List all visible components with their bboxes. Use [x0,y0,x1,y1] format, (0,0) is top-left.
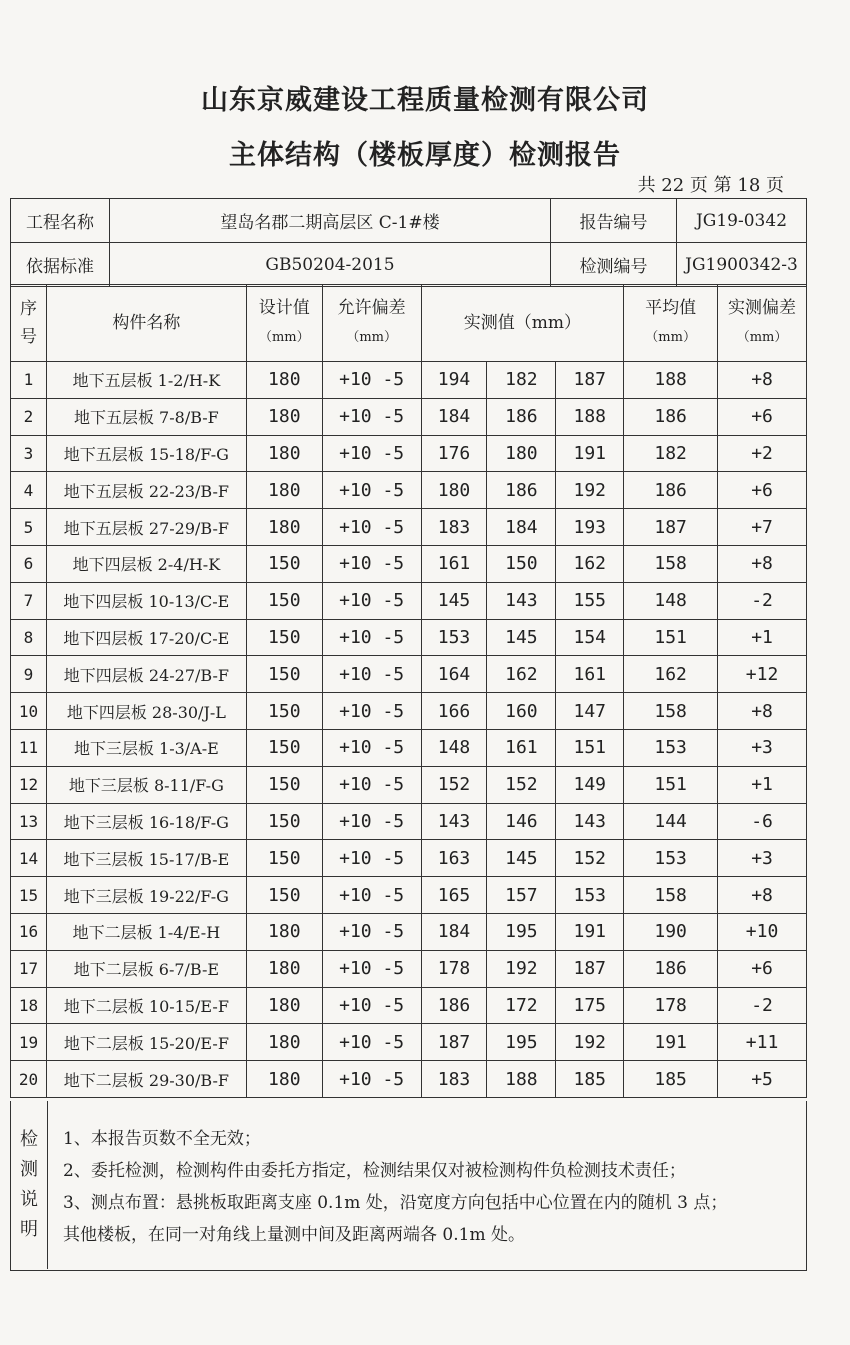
deviation-value: +11 [718,1024,807,1061]
tolerance-value: +10 -5 [322,509,421,546]
measured-value-1: 183 [421,509,487,546]
table-row [11,545,807,582]
measured-value-1: 183 [421,1061,487,1098]
average-value: 153 [624,729,718,766]
measured-value-2: 186 [487,472,556,509]
component-name: 地下五层板 7-8/B-F [46,398,246,435]
measured-value-3: 193 [556,509,624,546]
notes-section [10,1101,807,1271]
measured-value-1: 153 [421,619,487,656]
deviation-value: +3 [718,840,807,877]
average-value: 148 [624,582,718,619]
tolerance-value: +10 -5 [322,729,421,766]
design-value: 150 [246,840,322,877]
measured-value-3: 175 [556,987,624,1024]
header-tolerance: 允许偏差 （mm） [322,285,421,362]
table-row [11,693,807,730]
row-index: 20 [11,1061,47,1098]
design-value: 150 [246,803,322,840]
table-row [11,509,807,546]
tolerance-value: +10 -5 [322,840,421,877]
table-row [11,766,807,803]
tolerance-value: +10 -5 [322,656,421,693]
row-index: 11 [11,729,47,766]
design-value: 150 [246,729,322,766]
measured-value-3: 188 [556,398,624,435]
deviation-value: +3 [718,729,807,766]
measured-value-2: 184 [487,509,556,546]
deviation-value: +8 [718,545,807,582]
table-row [11,362,807,399]
design-value: 180 [246,1024,322,1061]
measured-value-1: 163 [421,840,487,877]
tolerance-value: +10 -5 [322,545,421,582]
row-index: 17 [11,950,47,987]
measured-value-1: 145 [421,582,487,619]
design-value: 180 [246,435,322,472]
test-no-value: JG1900342-3 [677,243,807,287]
design-value: 180 [246,509,322,546]
deviation-value: +6 [718,398,807,435]
tolerance-value: +10 -5 [322,803,421,840]
standard-label: 依据标准 [11,243,110,287]
measured-value-3: 187 [556,362,624,399]
component-name: 地下三层板 19-22/F-G [46,877,246,914]
deviation-value: +1 [718,619,807,656]
measured-value-1: 184 [421,913,487,950]
component-name: 地下五层板 22-23/B-F [46,472,246,509]
note-line: 3、测点布置：悬挑板取距离支座 0.1m 处，沿宽度方向包括中心位置在内的随机 3 点； [63,1193,728,1213]
component-name: 地下四层板 24-27/B-F [46,656,246,693]
header-measured: 实测值（mm） [421,285,624,362]
design-value: 180 [246,472,322,509]
table-row [11,582,807,619]
average-value: 191 [624,1024,718,1061]
design-value: 180 [246,987,322,1024]
measured-value-2: 150 [487,545,556,582]
thickness-table [10,284,807,1098]
design-value: 180 [246,1061,322,1098]
measured-value-2: 195 [487,1024,556,1061]
average-value: 186 [624,950,718,987]
deviation-value: +6 [718,472,807,509]
deviation-value: +10 [718,913,807,950]
measured-value-2: 186 [487,398,556,435]
measured-value-1: 194 [421,362,487,399]
deviation-value: -2 [718,987,807,1024]
notes-label-char: 说 [20,1189,38,1210]
tolerance-value: +10 -5 [322,877,421,914]
deviation-value: +7 [718,509,807,546]
measured-value-1: 165 [421,877,487,914]
average-value: 158 [624,877,718,914]
measured-value-3: 151 [556,729,624,766]
row-index: 4 [11,472,47,509]
measured-value-2: 182 [487,362,556,399]
tolerance-value: +10 -5 [322,1024,421,1061]
row-index: 14 [11,840,47,877]
table-row [11,435,807,472]
measured-value-2: 180 [487,435,556,472]
deviation-value: +8 [718,877,807,914]
table-row [11,472,807,509]
design-value: 180 [246,913,322,950]
table-row [11,803,807,840]
note-line: 其他楼板，在同一对角线上量测中间及距离两端各 0.1m 处。 [63,1225,525,1245]
tolerance-value: +10 -5 [322,435,421,472]
average-value: 158 [624,545,718,582]
design-value: 180 [246,362,322,399]
table-row [11,1024,807,1061]
tolerance-value: +10 -5 [322,766,421,803]
deviation-value: +6 [718,950,807,987]
meta-table [10,198,807,287]
report-no-label: 报告编号 [551,199,677,243]
measured-value-3: 192 [556,1024,624,1061]
measured-value-2: 162 [487,656,556,693]
average-value: 162 [624,656,718,693]
measured-value-2: 188 [487,1061,556,1098]
measured-value-1: 184 [421,398,487,435]
measured-value-3: 161 [556,656,624,693]
measured-value-2: 161 [487,729,556,766]
average-value: 186 [624,472,718,509]
table-row [11,987,807,1024]
table-row [11,398,807,435]
measured-value-3: 149 [556,766,624,803]
component-name: 地下二层板 29-30/B-F [46,1061,246,1098]
measured-value-3: 191 [556,435,624,472]
tolerance-value: +10 -5 [322,987,421,1024]
notes-text [63,1123,798,1251]
project-label: 工程名称 [11,199,110,243]
component-name: 地下三层板 1-3/A-E [46,729,246,766]
row-index: 12 [11,766,47,803]
measured-value-3: 143 [556,803,624,840]
measured-value-2: 145 [487,619,556,656]
table-row [11,840,807,877]
average-value: 144 [624,803,718,840]
row-index: 2 [11,398,47,435]
measured-value-1: 180 [421,472,487,509]
measured-value-1: 187 [421,1024,487,1061]
average-value: 188 [624,362,718,399]
note-line: 2、委托检测，检测构件由委托方指定，检测结果仅对被检测构件负检测技术责任； [63,1161,686,1181]
deviation-value: -2 [718,582,807,619]
standard-value: GB50204-2015 [110,243,551,287]
table-header-row [11,285,807,362]
deviation-value: +5 [718,1061,807,1098]
component-name: 地下五层板 15-18/F-G [46,435,246,472]
notes-label [11,1101,48,1269]
deviation-value: -6 [718,803,807,840]
header-deviation: 实测偏差 （mm） [718,285,807,362]
measured-value-2: 145 [487,840,556,877]
table-row [11,1061,807,1098]
measured-value-3: 153 [556,877,624,914]
row-index: 6 [11,545,47,582]
row-index: 19 [11,1024,47,1061]
measured-value-2: 143 [487,582,556,619]
row-index: 1 [11,362,47,399]
row-index: 15 [11,877,47,914]
measured-value-3: 187 [556,950,624,987]
row-index: 5 [11,509,47,546]
average-value: 153 [624,840,718,877]
design-value: 180 [246,398,322,435]
component-name: 地下二层板 15-20/E-F [46,1024,246,1061]
deviation-value: +2 [718,435,807,472]
row-index: 10 [11,693,47,730]
measured-value-2: 152 [487,766,556,803]
deviation-value: +8 [718,362,807,399]
table-row [11,877,807,914]
component-name: 地下三层板 16-18/F-G [46,803,246,840]
tolerance-value: +10 -5 [322,1061,421,1098]
project-value: 望岛名郡二期高层区 C-1#楼 [110,199,551,243]
component-name: 地下五层板 1-2/H-K [46,362,246,399]
measured-value-2: 192 [487,950,556,987]
deviation-value: +12 [718,656,807,693]
note-line: 1、本报告页数不全无效； [63,1129,261,1149]
measured-value-2: 157 [487,877,556,914]
row-index: 3 [11,435,47,472]
measured-value-2: 160 [487,693,556,730]
tolerance-value: +10 -5 [322,619,421,656]
component-name: 地下五层板 27-29/B-F [46,509,246,546]
average-value: 186 [624,398,718,435]
average-value: 190 [624,913,718,950]
notes-label-char: 检 [20,1129,38,1150]
report-title: 主体结构（楼板厚度）检测报告 [229,140,621,171]
header-average: 平均值 （mm） [624,285,718,362]
measured-value-2: 195 [487,913,556,950]
measured-value-1: 164 [421,656,487,693]
design-value: 150 [246,766,322,803]
component-name: 地下二层板 10-15/E-F [46,987,246,1024]
row-index: 7 [11,582,47,619]
design-value: 150 [246,693,322,730]
measured-value-2: 172 [487,987,556,1024]
average-value: 158 [624,693,718,730]
row-index: 8 [11,619,47,656]
measured-value-1: 176 [421,435,487,472]
deviation-value: +1 [718,766,807,803]
measured-value-1: 178 [421,950,487,987]
tolerance-value: +10 -5 [322,913,421,950]
company-name: 山东京威建设工程质量检测有限公司 [201,85,649,116]
design-value: 150 [246,877,322,914]
deviation-value: +8 [718,693,807,730]
measured-value-2: 146 [487,803,556,840]
table-row [11,656,807,693]
tolerance-value: +10 -5 [322,472,421,509]
design-value: 150 [246,545,322,582]
table-row [11,913,807,950]
component-name: 地下三层板 8-11/F-G [46,766,246,803]
average-value: 185 [624,1061,718,1098]
component-name: 地下四层板 28-30/J-L [46,693,246,730]
row-index: 13 [11,803,47,840]
component-name: 地下四层板 2-4/H-K [46,545,246,582]
header-index: 序 号 [11,285,47,362]
measured-value-3: 191 [556,913,624,950]
tolerance-value: +10 -5 [322,362,421,399]
row-index: 16 [11,913,47,950]
average-value: 151 [624,766,718,803]
average-value: 187 [624,509,718,546]
component-name: 地下四层板 10-13/C-E [46,582,246,619]
notes-label-char: 明 [20,1219,38,1240]
row-index: 9 [11,656,47,693]
measured-value-1: 143 [421,803,487,840]
component-name: 地下三层板 15-17/B-E [46,840,246,877]
average-value: 182 [624,435,718,472]
design-value: 150 [246,619,322,656]
test-no-label: 检测编号 [551,243,677,287]
measured-value-1: 152 [421,766,487,803]
average-value: 178 [624,987,718,1024]
component-name: 地下四层板 17-20/C-E [46,619,246,656]
tolerance-value: +10 -5 [322,693,421,730]
measured-value-3: 185 [556,1061,624,1098]
table-row [11,950,807,987]
component-name: 地下二层板 1-4/E-H [46,913,246,950]
table-row [11,729,807,766]
tolerance-value: +10 -5 [322,398,421,435]
tolerance-value: +10 -5 [322,582,421,619]
notes-label-char: 测 [20,1159,38,1180]
header-design: 设计值 （mm） [246,285,322,362]
measured-value-3: 162 [556,545,624,582]
table-row [11,619,807,656]
measured-value-3: 147 [556,693,624,730]
measured-value-1: 161 [421,545,487,582]
measured-value-1: 186 [421,987,487,1024]
measured-value-3: 155 [556,582,624,619]
component-name: 地下二层板 6-7/B-E [46,950,246,987]
design-value: 150 [246,656,322,693]
design-value: 180 [246,950,322,987]
measured-value-3: 192 [556,472,624,509]
design-value: 150 [246,582,322,619]
page-info: 共 22 页 第 18 页 [637,175,784,196]
row-index: 18 [11,987,47,1024]
tolerance-value: +10 -5 [322,950,421,987]
measured-value-3: 154 [556,619,624,656]
measured-value-3: 152 [556,840,624,877]
report-no-value: JG19-0342 [677,199,807,243]
measured-value-1: 166 [421,693,487,730]
measured-value-1: 148 [421,729,487,766]
header-name: 构件名称 [46,285,246,362]
average-value: 151 [624,619,718,656]
